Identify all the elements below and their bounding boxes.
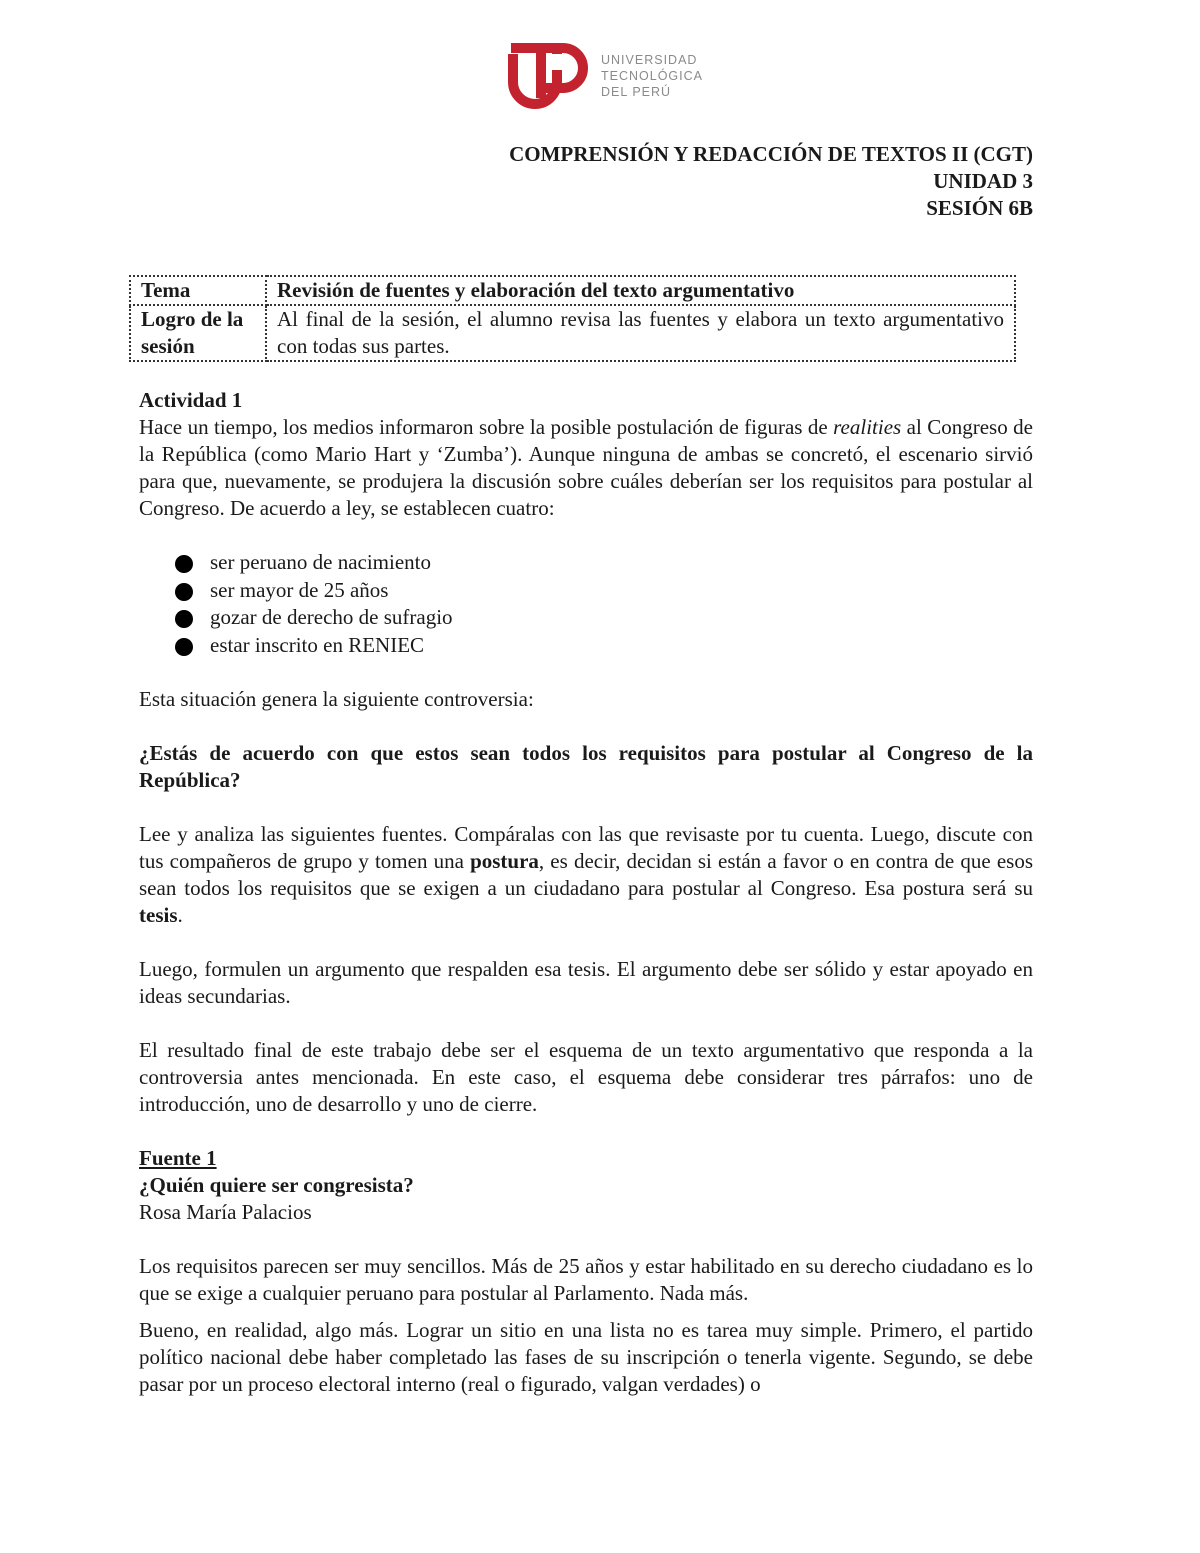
instructions-bold-tesis: tesis — [139, 903, 178, 927]
goal-value: Al final de la sesión, el alumno revisa las fuentes y elabora un texto argumentativo con todas sus partes. — [266, 305, 1015, 361]
logo-line-1: UNIVERSIDAD — [601, 53, 698, 67]
source-paragraph-2: Bueno, en realidad, algo más. Lograr un sitio en una lista no es tarea muy simple. Primero, el partido político nacional debe haber completado las fases de su inscripción o tenerla vigente. Segundo, se debe pasar por un proceso electoral interno (real o figurado, valgan verdades) o — [139, 1318, 1033, 1396]
argument-paragraph: Luego, formulen un argumento que respalden esa tesis. El argumento debe ser sólido y estar apoyado en ideas secundarias. — [139, 957, 1033, 1008]
document-header — [509, 141, 1033, 222]
situation-paragraph: Esta situación genera la siguiente controversia: — [139, 687, 534, 711]
goal-label: Logro de la sesión — [130, 305, 266, 361]
session-info-table — [129, 275, 1016, 362]
topic-value: Revisión de fuentes y elaboración del texto argumentativo — [266, 276, 1015, 305]
table-row-goal — [130, 305, 1015, 361]
instructions-paragraph — [139, 821, 1033, 929]
bullet-icon — [175, 583, 193, 601]
utp-logo — [505, 40, 715, 112]
intro-text-a: Hace un tiempo, los medios informaron sobre la posible postulación de figuras de — [139, 415, 834, 439]
list-item — [175, 632, 1033, 660]
bullet-icon — [175, 555, 193, 573]
source-author: Rosa María Palacios — [139, 1200, 312, 1224]
course-title: COMPRENSIÓN Y REDACCIÓN DE TEXTOS II (CGT) — [509, 142, 1033, 166]
requirements-list — [139, 549, 1033, 659]
list-item — [175, 577, 1033, 605]
topic-label: Tema — [130, 276, 266, 305]
list-item-text: ser peruano de nacimiento — [210, 550, 431, 574]
bullet-icon — [175, 638, 193, 656]
activity-intro-paragraph — [139, 414, 1033, 522]
utp-logo-mark — [505, 40, 597, 112]
intro-text-b: al Congreso de la República (como Mario Hart y ‘Zumba’). Aunque ninguna de ambas se concretó, el escenario sirvió para que, nuevamente, se produjera la discusión sobre cuáles deberían ser los requisitos para postular al Congreso. De acuerdo a ley, se establecen cuatro: — [139, 415, 1033, 520]
controversy-question: ¿Estás de acuerdo con que estos sean todos los requisitos para postular al Congreso de la República? — [139, 741, 1033, 792]
instructions-text-c: . — [177, 903, 183, 927]
bullet-icon — [175, 610, 193, 628]
logo-line-3: DEL PERÚ — [601, 85, 672, 99]
instructions-text-b: , es decir, decidan si están a favor o en contra de que esos sean todos los requisitos que se exigen a un ciudadano para postular al Congreso. Esa postura será su — [139, 849, 1033, 900]
result-paragraph: El resultado final de este trabajo debe ser el esquema de un texto argumentativo que responda a la controversia antes mencionada. En este caso, el esquema debe considerar tres párrafos: uno de introducción, uno de desarrollo y uno de cierre. — [139, 1038, 1033, 1116]
list-item-text: gozar de derecho de sufragio — [210, 605, 453, 629]
list-item — [175, 549, 1033, 577]
intro-text-italic: realities — [833, 415, 902, 439]
table-row-topic — [130, 276, 1015, 305]
instructions-text-a: Lee y analiza las siguientes fuentes. Compáralas con las que revisaste por tu cuenta. Luego, discute con tus compañeros de grupo y tomen una — [139, 822, 1033, 873]
source-label: Fuente 1 — [139, 1146, 217, 1170]
source-paragraph-1: Los requisitos parecen ser muy sencillos. Más de 25 años y estar habilitado en su derecho ciudadano es lo que se exige a cualquier peruano para postular al Parlamento. Nada más. — [139, 1254, 1033, 1305]
logo-line-2: TECNOLÓGICA — [601, 69, 703, 83]
source-title: ¿Quién quiere ser congresista? — [139, 1173, 414, 1197]
list-item — [175, 604, 1033, 632]
activity-title: Actividad 1 — [139, 388, 243, 412]
document-body — [139, 387, 1033, 1398]
list-item-text: ser mayor de 25 años — [210, 577, 389, 602]
list-item-text: estar inscrito en RENIEC — [210, 632, 425, 657]
session-label: SESIÓN 6B — [926, 196, 1033, 220]
instructions-bold-postura: postura — [470, 849, 539, 873]
unit-label: UNIDAD 3 — [933, 169, 1033, 193]
logo-wordmark — [601, 52, 703, 100]
